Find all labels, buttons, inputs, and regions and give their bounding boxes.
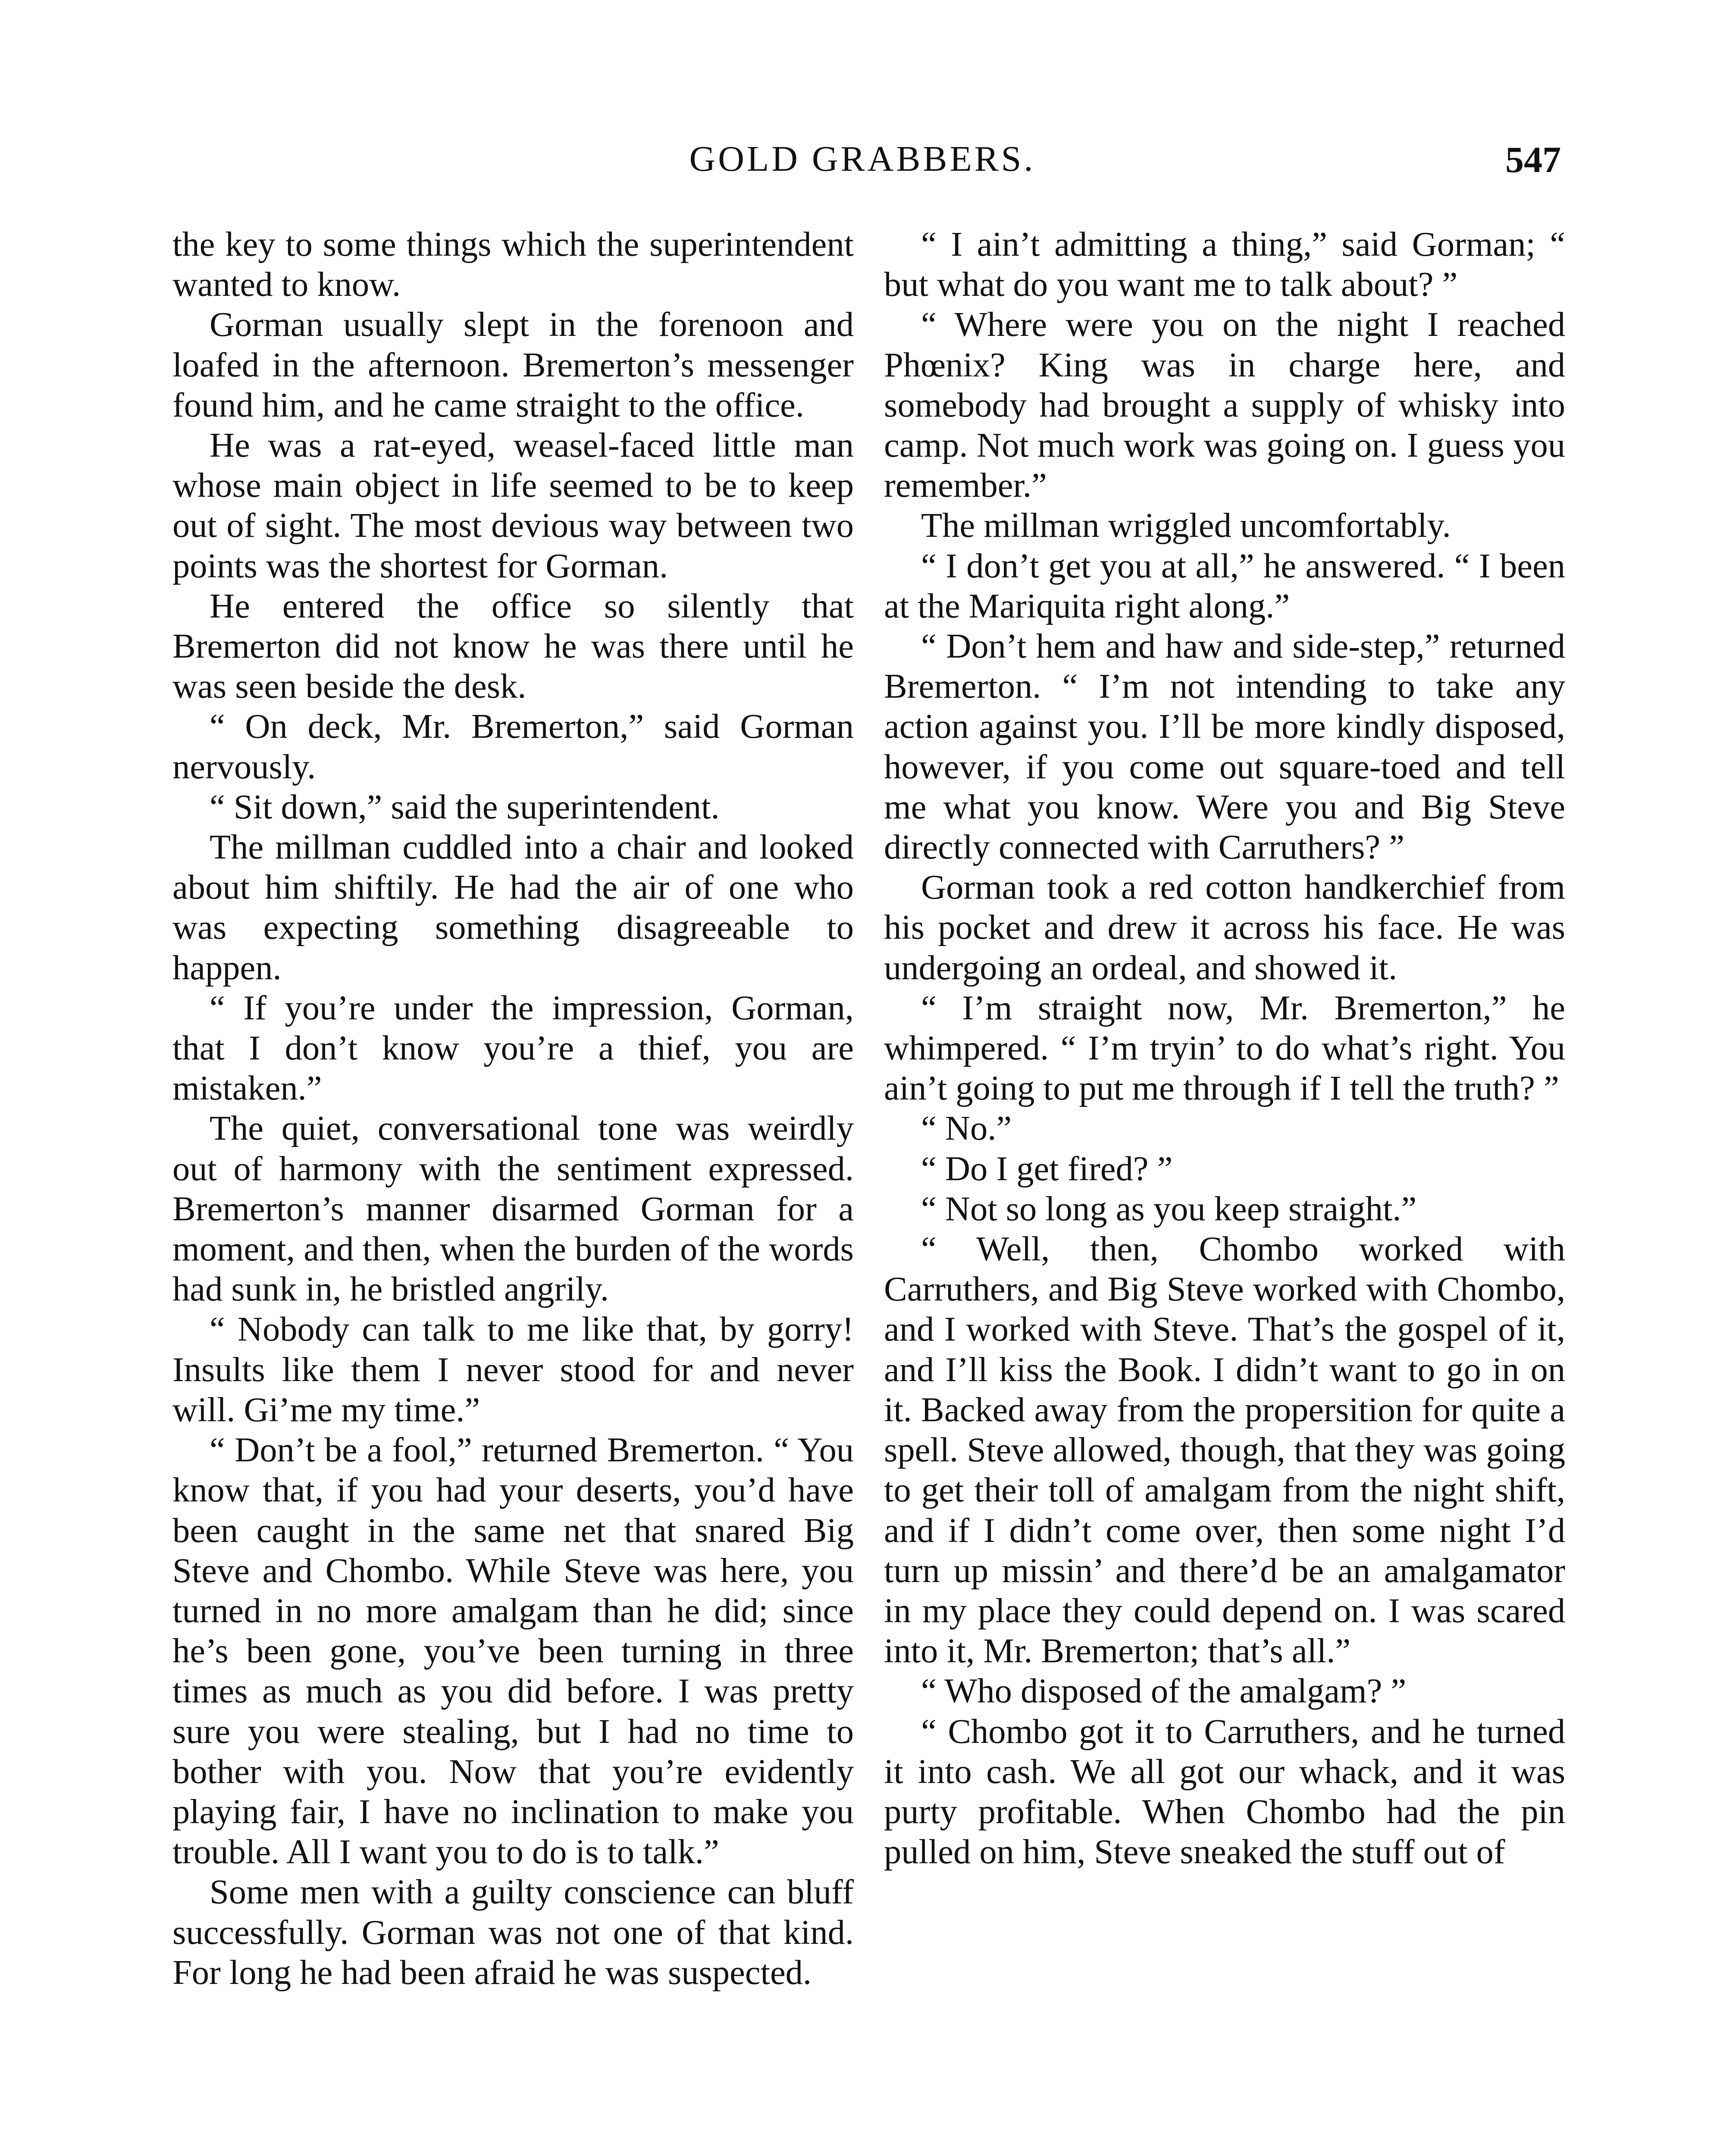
paragraph: The millman wriggled uncomfortably.	[921, 506, 1451, 545]
paragraph: “ I’m straight now, Mr. Bremerton,” he whimpered. “ I’m tryin’ to do what’s right. You ain’t going to put me through if I tell the truth? ”	[884, 988, 1565, 1108]
paragraph: “ Well, then, Chombo worked with Carruthers, and Big Steve worked with Chombo, and I worked with Steve. That’s the gospel of it, and I’ll kiss the Book. I didn’t want to go in on it. Backed away from the propersition for quite a spell. Steve allowed, though, that they was going to get their toll of amalgam from the night shift, and if I didn’t come over, then some night I’d turn up missin’ and there’d be an amalgamator in my place they could depend on. I was scared into it, Mr. Bremerton; that’s all.”	[884, 1230, 1565, 1670]
paragraph: “ Who disposed of the amalgam? ”	[921, 1672, 1407, 1711]
paragraph: He was a rat-eyed, weasel-faced little man whose main object in life seemed to be to keep out of sight. The most devious way between two points was the shortest for Gorman.	[172, 426, 854, 585]
paragraph: Gorman usually slept in the forenoon and loafed in the afternoon. Bremerton’s messenger found him, and he came straight to the office.	[172, 305, 854, 424]
paragraph: Some men with a guilty conscience can bluff successfully. Gorman was not one of that kind. For long he had been afraid he was suspected.	[172, 1873, 854, 1992]
paragraph: “ Don’t be a fool,” returned Bremerton. “ You know that, if you had your deserts, you’d have been caught in the same net that snared Big Steve and Chombo. While Steve was here, you turned in no more amalgam than he did; since he’s been gone, you’ve been turning in three times as much as you did before. I was pretty sure you were stealing, but I had no time to bother with you. Now that you’re evidently playing fair, I have no inclination to make you trouble. All I want you to do is to talk.”	[172, 1431, 854, 1871]
paragraph: He entered the office so silently that Bremerton did not know he was there until he was seen beside the desk.	[172, 586, 854, 706]
paragraph: “ Where were you on the night I reached Phœnix? King was in charge here, and somebody had brought a supply of whisky into camp. Not much work was going on. I guess you remember.”	[884, 305, 1565, 505]
paragraph: “ Chombo got it to Carruthers, and he turned it into cash. We all got our whack, and it was purty profitable. When Chombo had the pin pulled on him, Steve sneaked the stuff out of	[884, 1712, 1565, 1871]
paragraph: “ Not so long as you keep straight.”	[921, 1189, 1417, 1228]
paragraph: “ Sit down,” said the superintendent.	[210, 787, 720, 826]
paragraph: “ I ain’t admitting a thing,” said Gorman; “ but what do you want me to talk about? ”	[884, 225, 1565, 304]
paragraph: “ Don’t hem and haw and side-step,” returned Bremerton. “ I’m not intending to take any action against you. I’ll be more kindly disposed, however, if you come out square-toed and tell me what you know. Were you and Big Steve directly connected with Carruthers? ”	[884, 627, 1565, 867]
paragraph: “ Nobody can talk to me like that, by gorry! Insults like them I never stood for and never will. Gi’me my time.”	[172, 1310, 854, 1429]
paragraph: The millman cuddled into a chair and looked about him shiftily. He had the air of one who was expecting something disagreeable to happen.	[172, 828, 854, 987]
paragraph: The quiet, conversational tone was weirdly out of harmony with the sentiment expressed. Bremerton’s manner disarmed Gorman for a moment, and then, when the burden of the words had sunk in, he bristled angrily.	[172, 1109, 854, 1309]
paragraph: “ Do I get fired? ”	[921, 1149, 1173, 1188]
page-number: 547	[1505, 139, 1561, 180]
paragraph: “ No.”	[921, 1109, 1012, 1148]
paragraph: “ On deck, Mr. Bremerton,” said Gorman nervously.	[172, 707, 854, 786]
right-column	[884, 224, 1565, 1872]
paragraph: Gorman took a red cotton handkerchief from his pocket and drew it across his face. He was undergoing an ordeal, and showed it.	[884, 868, 1565, 987]
left-column	[172, 224, 854, 1993]
page-header	[172, 138, 1561, 190]
paragraph: the key to some things which the superintendent wanted to know.	[172, 225, 854, 304]
paragraph: “ I don’t get you at all,” he answered. “ I been at the Mariquita right along.”	[884, 546, 1565, 625]
paragraph: “ If you’re under the impression, Gorman, that I don’t know you’re a thief, you are mistaken.”	[172, 988, 854, 1108]
running-title: GOLD GRABBERS.	[689, 139, 1036, 179]
